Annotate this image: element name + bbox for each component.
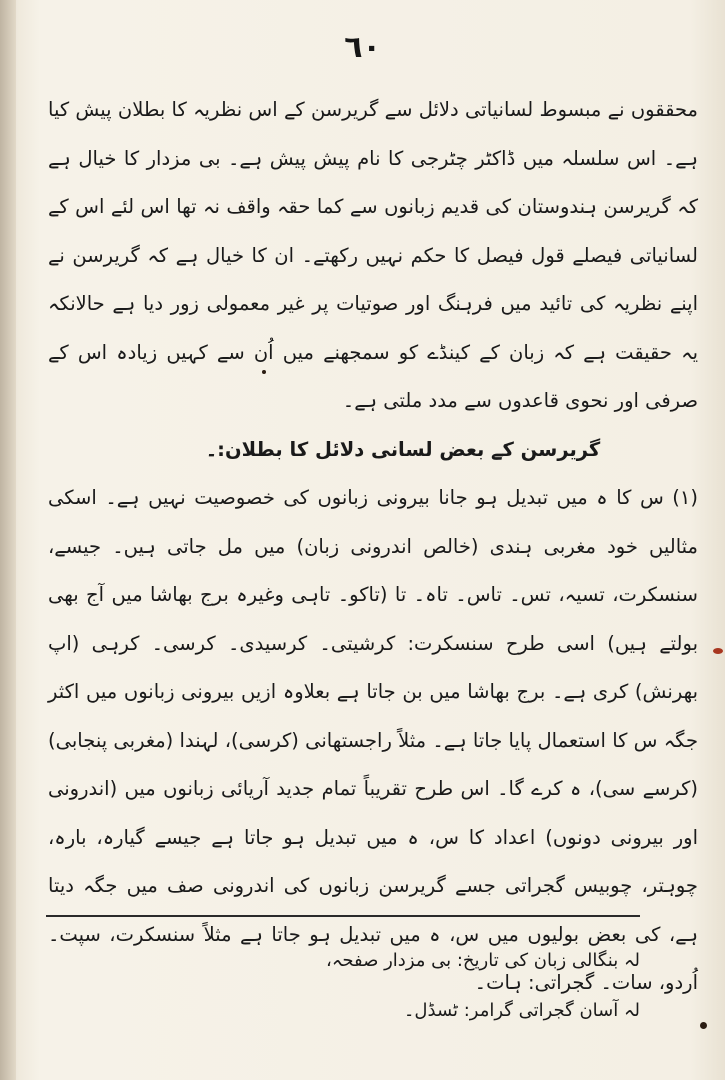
ink-mark xyxy=(713,648,723,654)
paragraph-2: (۱) س کا ہ میں تبدیل ہو جانا بیرونی زبانوں کی خصوصیت نہیں ہے۔ اسکی مثالیں خود مغربی ہندی (خالص اندرونی زبان) میں مل جاتی ہیں۔ جیسے، سنسکرت، تسیہ، تس۔ تاس۔ تاہ۔ تا (تاکو۔ تاہی وغیرہ برج بھاشا میں آج بھی بولتے ہیں) اسی طرح سنسکرت: کرشیتی۔ کرسیدی۔ کرسی۔ کرہی (اپ بھرنش) کری ہے۔ برج بھاشا میں بن جاتا ہے بعلاوہ ازیں بیرونی زبانوں میں اکثر جگہ س کا استعمال پایا جاتا ہے۔ مثلاً راجستھانی (کرسی)، لہندا (مغربی پنجابی) (کرسے سی)، ہ کرے گا۔ اس طرح تقریباً تمام جدید آریائی زبانوں میں (اندرونی اور بیرونی دونوں) اعداد کا س، ہ میں تبدیل ہو جاتا ہے جیسے گیارہ، بارہ، چوہتر، چوبیس گجراتی جسے گریرسن زبانوں کی اندرونی صف میں جگہ دیتا ہے، کی بعض بولیوں میں س، ہ میں تبدیل ہو جاتا ہے مثلاً سنسکرت، سپت۔ اُردو، سات۔ گجراتی: ہات۔ xyxy=(48,486,698,994)
paragraph-1: محققوں نے مبسوط لسانیاتی دلائل سے گریرسن کے اس نظریہ کا بطلان پیش کیا ہے۔ اس سلسلہ میں ڈاکٹر چٹرجی کا نام پیش پیش ہے۔ بی مزدار کا خیال ہے کہ گریرسن ہندوستان کی قدیم زبانوں سے کما حقہ واقف نہ تھا اس لئے اس کے لسانیاتی فیصلے قول فیصل کا حکم نہیں رکھتے۔ ان کا خیال ہے کہ گریرسن نے اپنے نظریہ کی تائید میں فرہنگ اور صوتیات پر غیر معمولی زور دیا ہے حالانکہ یہ حقیقت ہے کہ زبان کے کینڈے کو سمجھنے میں اُن سے کہیں زیادہ اس کے صرفی اور نحوی قاعدوں سے مدد ملتی ہے۔ xyxy=(48,98,698,412)
footnotes xyxy=(200,936,640,1036)
footnote-2: لہ آسان گجراتی گرامر: ٹسڈل۔ xyxy=(403,1000,640,1021)
page-gutter xyxy=(0,0,16,1080)
body-text xyxy=(48,86,698,1008)
footnote-divider xyxy=(46,915,640,917)
page-number: ٦٠ xyxy=(344,30,381,65)
ink-mark xyxy=(700,1022,707,1029)
ink-mark xyxy=(262,370,266,374)
footnote-1: لہ بنگالی زبان کی تاریخ: بی مزدار صفحہ، xyxy=(326,950,640,971)
section-heading: گریرسن کے بعض لسانی دلائل کا بطلان:۔ xyxy=(205,437,601,461)
